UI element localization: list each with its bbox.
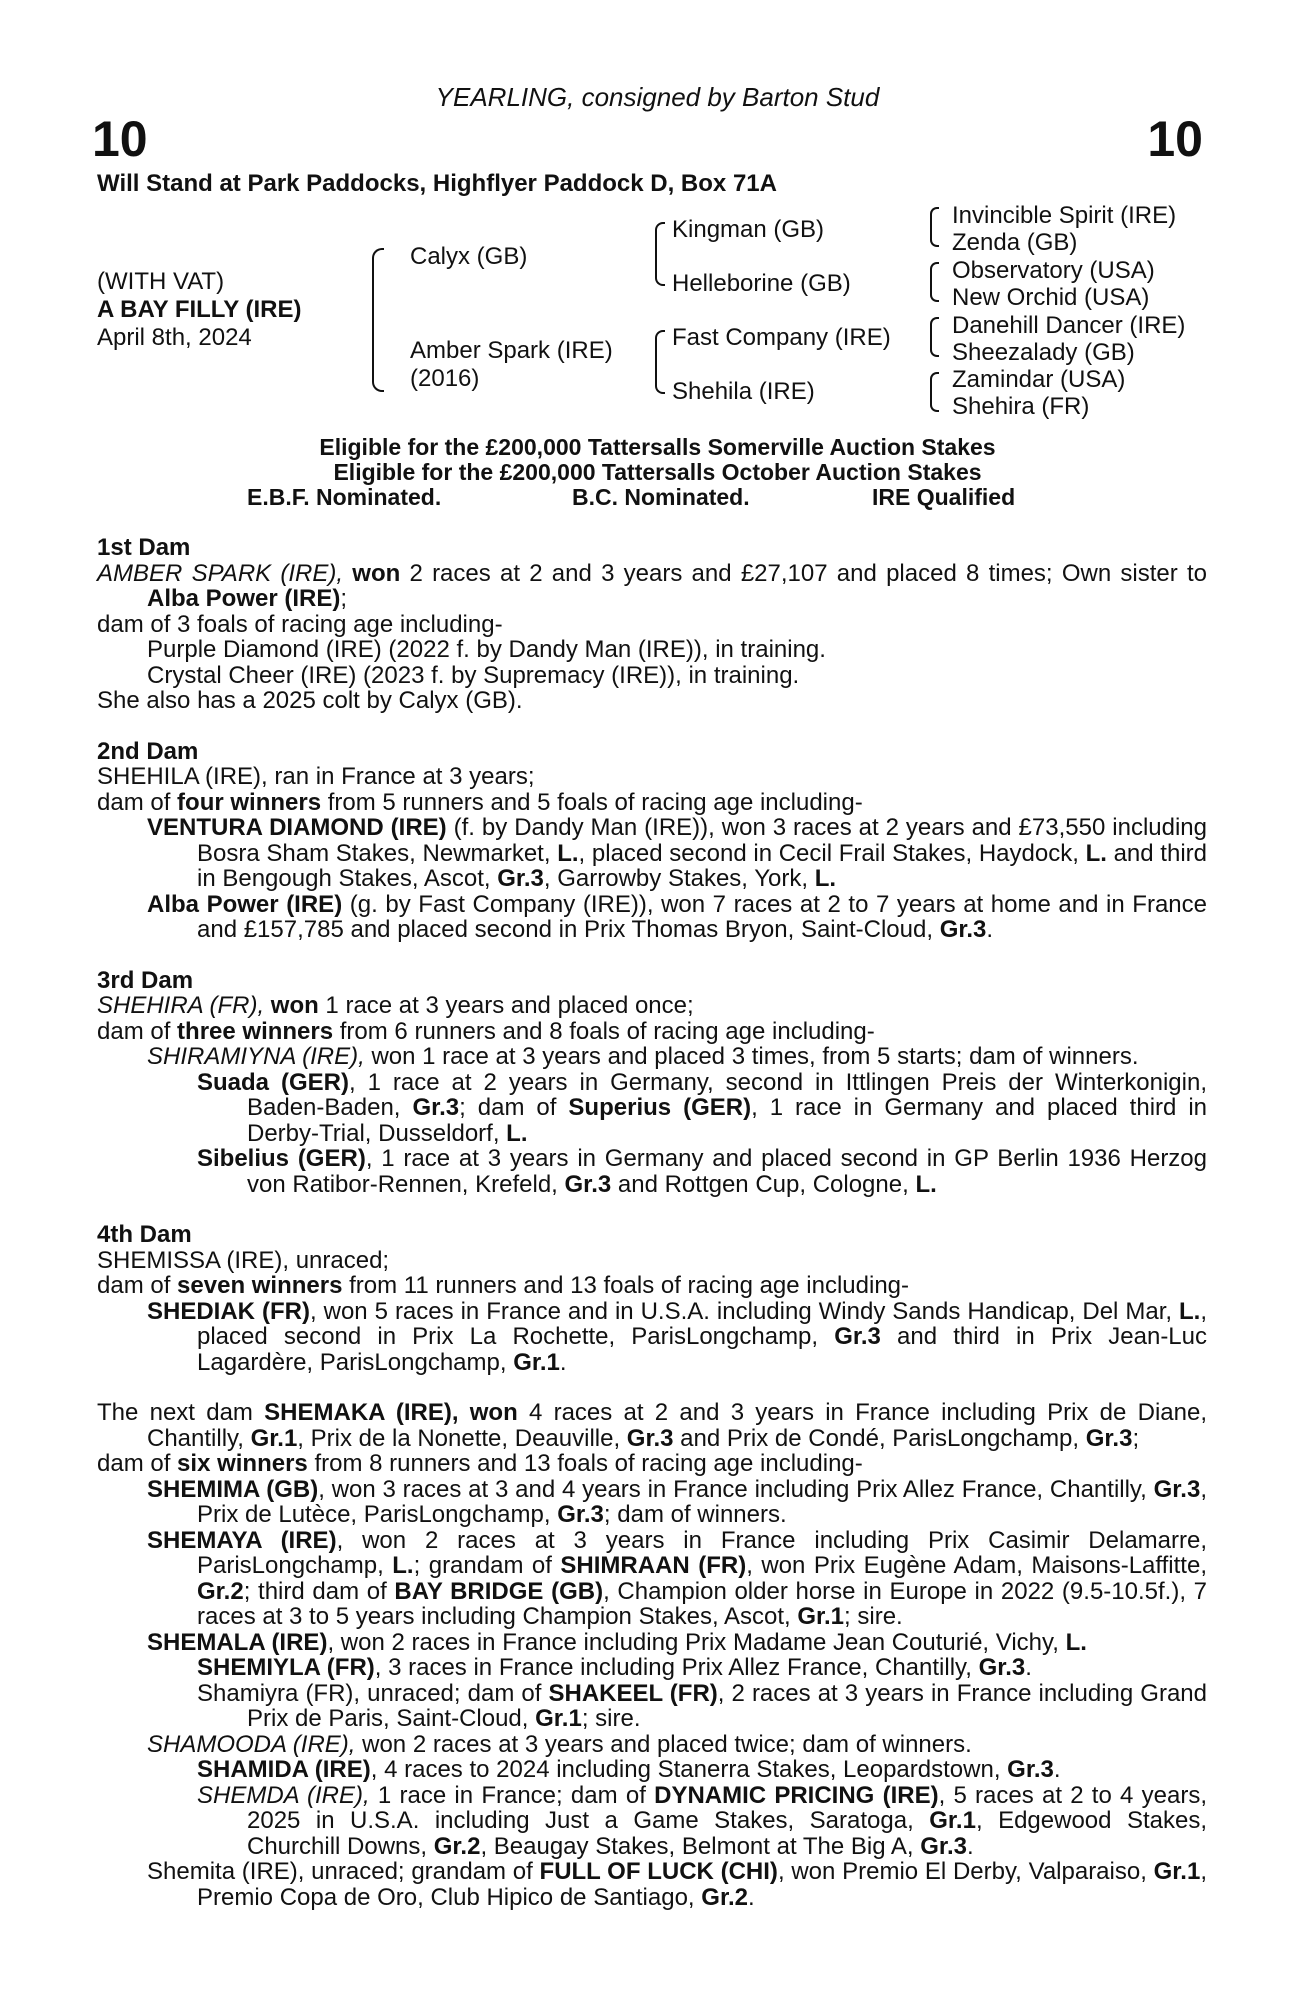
dam2-heading: 2nd Dam xyxy=(97,737,199,765)
pedigree-brace-sd xyxy=(930,262,939,302)
lot-number-right: 10 xyxy=(1147,111,1203,167)
dam1-heading: 1st Dam xyxy=(97,534,191,561)
dam1-foal-1: Purple Diamond (IRE) (2022 f. by Dandy Man (IRE)), in training. xyxy=(147,636,826,663)
consign-line: YEARLING, consigned by Barton Stud xyxy=(435,82,880,112)
dam3-foal-sibelius: Sibelius (GER), 1 race at 3 years in Germany and placed second in GP Berlin 1936 Herzog von Ratibor-Rennen, Krefeld, Gr.3 and Rottgen Cup, Cologne, L. xyxy=(197,1145,1208,1198)
produce-record xyxy=(97,535,1207,1910)
ire-qualified: IRE Qualified xyxy=(872,484,1016,510)
sire-sire: Kingman (GB) xyxy=(672,216,825,243)
foal-shamida: SHAMIDA (IRE), 4 races to 2024 including Stanerra Stakes, Leopardstown, Gr.3. xyxy=(197,1756,1061,1783)
pedigree-brace-ds xyxy=(930,317,939,357)
bc-nominated: B.C. Nominated. xyxy=(572,484,750,510)
horse-dob: April 8th, 2024 xyxy=(97,324,252,351)
dam1-foal-2: Crystal Cheer (IRE) (2023 f. by Supremacy (IRE)), in training. xyxy=(147,661,800,689)
ebf-nominated: E.B.F. Nominated. xyxy=(247,484,442,510)
dam1-record: AMBER SPARK (IRE), won 2 races at 2 and 3 years and £27,107 and placed 8 times; Own sister to Alba Power (IRE); xyxy=(97,559,1207,612)
pedigree-brace-gen1 xyxy=(372,248,384,392)
dam4-record: SHEMISSA (IRE), unraced; xyxy=(97,1246,390,1274)
foal-shemima: SHEMIMA (GB), won 3 races at 3 and 4 years in France including Prix Allez France, Chantilly, Gr.3, Prix de Lutèce, ParisLongchamp, Gr.3; dam of winners. xyxy=(147,1475,1207,1528)
gen3-6: Sheezalady (GB) xyxy=(952,339,1135,366)
dam3-foal-shiramiyna: SHIRAMIYNA (IRE), won 1 race at 3 years and placed 3 times, from 5 starts; dam of winners. xyxy=(147,1043,1139,1070)
pedigree-brace-dam xyxy=(655,330,665,394)
dam: Amber Spark (IRE) xyxy=(410,337,613,364)
gen3-8: Shehira (FR) xyxy=(952,393,1090,420)
dam3-foal-suada: Suada (GER), 1 race at 2 years in Germany, second in Ittlingen Preis der Winterkonigin, Baden-Baden, Gr.3; dam of Superius (GER), 1 race in Germany and placed third in Derby-Trial, Dusseldorf, L. xyxy=(197,1068,1208,1147)
foal-shemda: SHEMDA (IRE), 1 race in France; dam of DYNAMIC PRICING (IRE), 5 races at 2 to 4 years, 2025 in U.S.A. including Just a Game Stakes, Saratoga, Gr.1, Edgewood Stakes, Churchill Downs, Gr.2, Beaugay Stakes, Belmont at The Big A, Gr.3. xyxy=(197,1781,1208,1860)
lot-number-left: 10 xyxy=(92,111,148,167)
dam1-note: She also has a 2025 colt by Calyx (GB). xyxy=(97,687,523,714)
foal-shemaya: SHEMAYA (IRE), won 2 races at 3 years in France including Prix Casimir Delamarre, ParisLongchamp, L.; grandam of SHIMRAAN (FR), won Prix Eugène Adam, Maisons-Laffitte, Gr.2; third dam of BAY BRIDGE (GB), Champion older horse in Europe in 2022 (9.5-10.5f.), 7 races at 3 to 5 years including Champion Stakes, Ascot, Gr.1; sire. xyxy=(147,1526,1208,1630)
dam3-record: SHEHIRA (FR), won 1 race at 3 years and placed once; xyxy=(97,992,694,1019)
stand-location: Will Stand at Park Paddocks, Highflyer Paddock D, Box 71A xyxy=(97,170,777,197)
eligibility-line-2: Eligible for the £200,000 Tattersalls October Auction Stakes xyxy=(333,459,982,485)
foal-shemala: SHEMALA (IRE), won 2 races in France including Prix Madame Jean Couturié, Vichy, L. xyxy=(147,1628,1087,1656)
pedigree-brace-ss xyxy=(930,207,939,247)
dam4-foal-shediak: SHEDIAK (FR), won 5 races in France and in U.S.A. including Windy Sands Handicap, Del Mar, L., placed second in Prix La Rochette, ParisLongchamp, Gr.3 and third in Prix Jean-Luc Lagardère, ParisLongchamp, Gr.1. xyxy=(147,1297,1208,1376)
gen3-7: Zamindar (USA) xyxy=(952,366,1126,393)
gen3-3: Observatory (USA) xyxy=(952,257,1155,284)
gen3-5: Danehill Dancer (IRE) xyxy=(952,312,1186,339)
next-dam-record: The next dam SHEMAKA (IRE), won 4 races at 2 and 3 years in France including Prix de Diane, Chantilly, Gr.1, Prix de la Nonette, Deauville, Gr.3 and Prix de Condé, ParisLongchamp, Gr.3; xyxy=(97,1399,1207,1452)
gen3-1: Invincible Spirit (IRE) xyxy=(952,202,1177,229)
foal-shemiyla: SHEMIYLA (FR), 3 races in France including Prix Allez France, Chantilly, Gr.3. xyxy=(197,1654,1032,1681)
dam-year: (2016) xyxy=(410,365,480,392)
dam1-foals: dam of 3 foals of racing age including- xyxy=(97,610,503,638)
dam4-heading: 4th Dam xyxy=(97,1221,192,1248)
dam2-foal-ventura: VENTURA DIAMOND (IRE) (f. by Dandy Man (IRE)), won 3 races at 2 years and £73,550 including Bosra Sham Stakes, Newmarket, L., placed second in Cecil Frail Stakes, Haydock, L. and third in Bengough Stakes, Ascot, Gr.3, Garrowby Stakes, York, L. xyxy=(147,814,1207,892)
dam-sire: Fast Company (IRE) xyxy=(672,324,891,351)
dam2-winners: dam of four winners from 5 runners and 5 foals of racing age including- xyxy=(97,788,863,816)
foal-shemita: Shemita (IRE), unraced; grandam of FULL OF LUCK (CHI), won Premio El Derby, Valparaiso, Gr.1, Premio Copa de Oro, Club Hipico de Santiago, Gr.2. xyxy=(147,1858,1207,1911)
dam4-winners: dam of seven winners from 11 runners and 13 foals of racing age including- xyxy=(97,1272,910,1299)
sire-dam: Helleborine (GB) xyxy=(672,270,851,297)
foal-shamooda: SHAMOODA (IRE), won 2 races at 3 years and placed twice; dam of winners. xyxy=(147,1730,972,1758)
horse-name: A BAY FILLY (IRE) xyxy=(97,296,302,323)
dam2-foal-alba: Alba Power (IRE) (g. by Fast Company (IRE)), won 7 races at 2 to 7 years at home and in France and £157,785 and placed second in Prix Thomas Bryon, Saint-Cloud, Gr.3. xyxy=(147,890,1207,943)
dam2-record: SHEHILA (IRE), ran in France at 3 years; xyxy=(97,763,535,790)
dam3-winners: dam of three winners from 6 runners and 8 foals of racing age including- xyxy=(97,1017,875,1045)
sire: Calyx (GB) xyxy=(410,243,528,270)
pedigree-brace-dd xyxy=(930,372,939,412)
next-dam-winners: dam of six winners from 8 runners and 13 foals of racing age including- xyxy=(97,1450,863,1477)
dam3-heading: 3rd Dam xyxy=(97,966,194,994)
gen3-2: Zenda (GB) xyxy=(952,229,1078,256)
pedigree-brace-sire xyxy=(655,222,665,286)
gen3-4: New Orchid (USA) xyxy=(952,284,1150,311)
dam-dam: Shehila (IRE) xyxy=(672,378,815,405)
eligibility-line-1: Eligible for the £200,000 Tattersalls Somerville Auction Stakes xyxy=(319,434,996,460)
foal-shamiyra: Shamiyra (FR), unraced; dam of SHAKEEL (FR), 2 races at 3 years in France including Grand Prix de Paris, Saint-Cloud, Gr.1; sire. xyxy=(197,1679,1208,1732)
vat-note: (WITH VAT) xyxy=(97,268,225,295)
